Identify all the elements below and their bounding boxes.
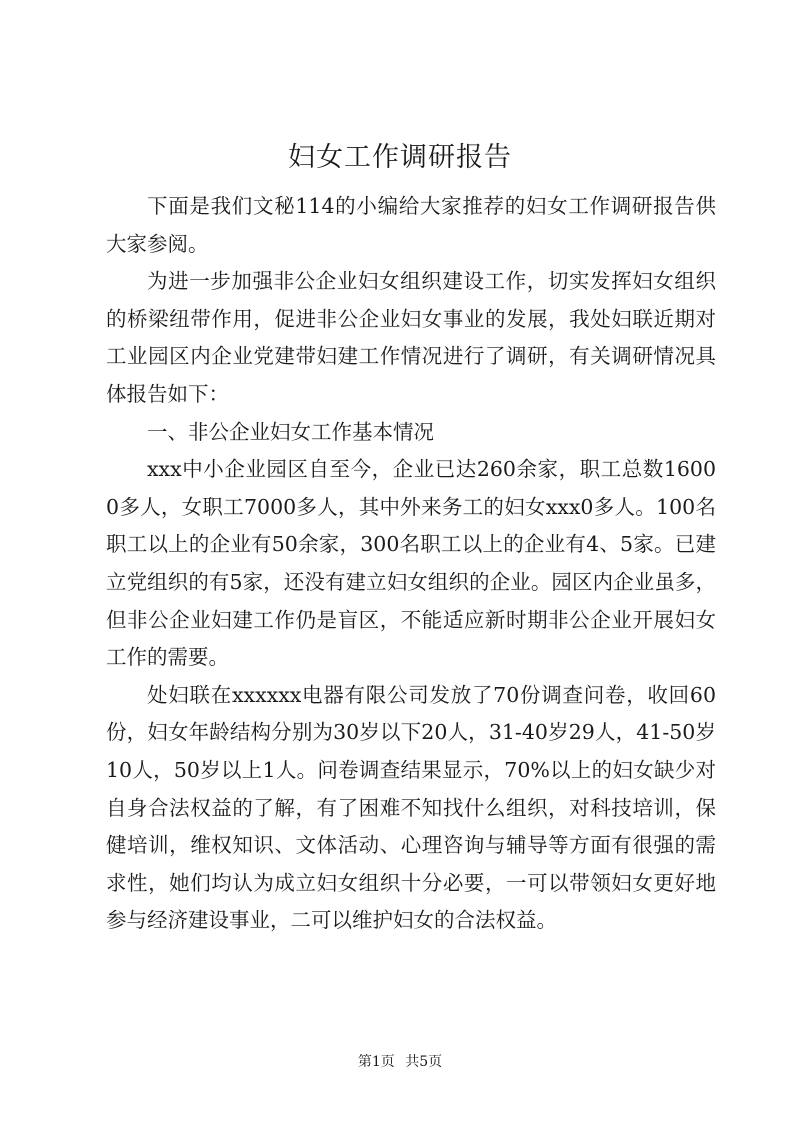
document-title: 妇女工作调研报告: [288, 142, 512, 173]
paragraph-basic-situation: xxx中小企业园区自至今，企业已达260余家，职工总数16000多人，女职工7000多人，其中外来务工的妇女xxx0多人。100名职工以上的企业有50余家，300名职工以上的企业有4、5家。已建立党组织的有5家，还没有建立妇女组织的企业。园区内企业虽多，但非公企业妇建工作仍是盲区，不能适应新时期非公企业开展妇女工作的需要。: [106, 457, 716, 670]
page-footer: [0, 1052, 800, 1072]
paragraph-purpose: 为进一步加强非公企业妇女组织建设工作，切实发挥妇女组织的桥梁纽带作用，促进非公企业妇女事业的发展，我处妇联近期对工业园区内企业党建带妇建工作情况进行了调研，有关调研情况具体报告如下：: [106, 269, 716, 406]
page-number: 第1页: [357, 1054, 395, 1070]
paragraph-intro: 下面是我们文秘114的小编给大家推荐的妇女工作调研报告供大家参阅。: [106, 194, 716, 256]
page-total: 共5页: [405, 1054, 443, 1070]
paragraph-survey: 处妇联在xxxxxx电器有限公司发放了70份调查问卷，收回60份，妇女年龄结构分别为30岁以下20人，31-40岁29人，41-50岁10人，50岁以上1人。问卷调查结果显示，70%以上的妇女缺少对自身合法权益的了解，有了困难不知找什么组织，对科技培训，保健培训，维权知识、文体活动、心理咨询与辅导等方面有很强的需求性，她们均认为成立妇女组织十分必要，一可以带领妇女更好地参与经济建设事业，二可以维护妇女的合法权益。: [106, 682, 716, 933]
section-heading-1: 一、非公企业妇女工作基本情况: [147, 419, 434, 444]
document-body: [106, 188, 716, 940]
